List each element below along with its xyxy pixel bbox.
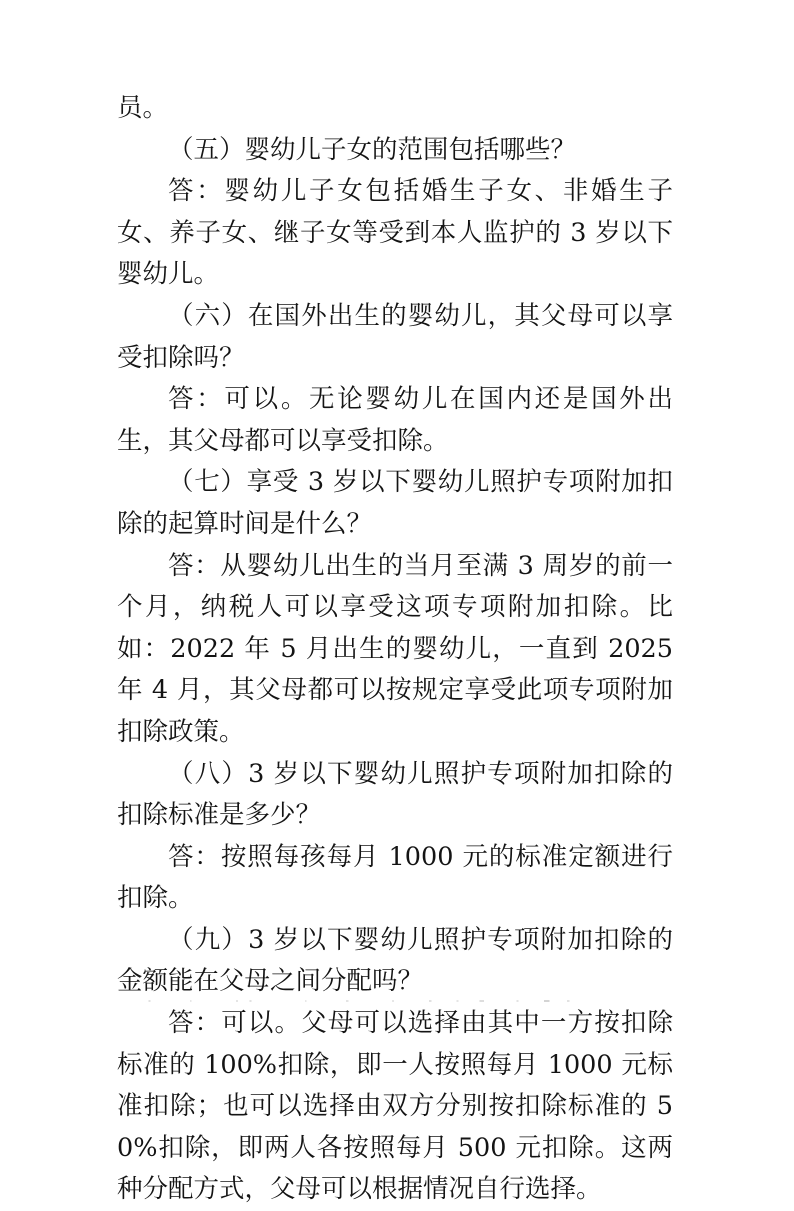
question-heading-7: （七）享受 3 岁以下婴幼儿照护专项附加扣除的起算时间是什么？	[117, 467, 673, 539]
answer-paragraph-9: 答：可以。父母可以选择由其中一方按扣除标准的 100%扣除，即一人按照每月 1000 元标准扣除；也可以选择由双方分别按扣除标准的 50%扣除，即两人各按照每月 500 元扣除。这两种分配方式，父母可以根据情况自行选择。	[117, 1008, 673, 1205]
question-heading-8: （八）3 岁以下婴幼儿照护专项附加扣除的扣除标准是多少？	[117, 758, 673, 831]
continued-paragraph: 员。	[117, 93, 169, 123]
answer-paragraph-7: 答：从婴幼儿出生的当月至满 3 周岁的前一个月，纳税人可以享受这项专项附加扣除。比如：2022 年 5 月出生的婴幼儿，一直到 2025 年 4 月，其父母都可以按规定享受此项专项附加扣除政策。	[117, 550, 673, 747]
question-heading-9: （九）3 岁以下婴幼儿照护专项附加扣除的金额能在父母之间分配吗？	[117, 924, 673, 997]
answer-paragraph-6: 答：可以。无论婴幼儿在国内还是国外出生，其父母都可以享受扣除。	[117, 384, 673, 456]
answer-paragraph-8: 答：按照每孩每月 1000 元的标准定额进行扣除。	[117, 841, 673, 914]
question-heading-5: （五）婴幼儿子女的范围包括哪些？	[168, 134, 577, 165]
scan-artifact-band	[130, 1000, 590, 1002]
question-heading-6: （六）在国外出生的婴幼儿，其父母可以享受扣除吗？	[117, 300, 673, 373]
document-body	[117, 88, 673, 1211]
answer-paragraph-5: 答：婴幼儿子女包括婚生子女、非婚生子女、养子女、继子女等受到本人监护的 3 岁以下婴幼儿。	[117, 176, 673, 290]
